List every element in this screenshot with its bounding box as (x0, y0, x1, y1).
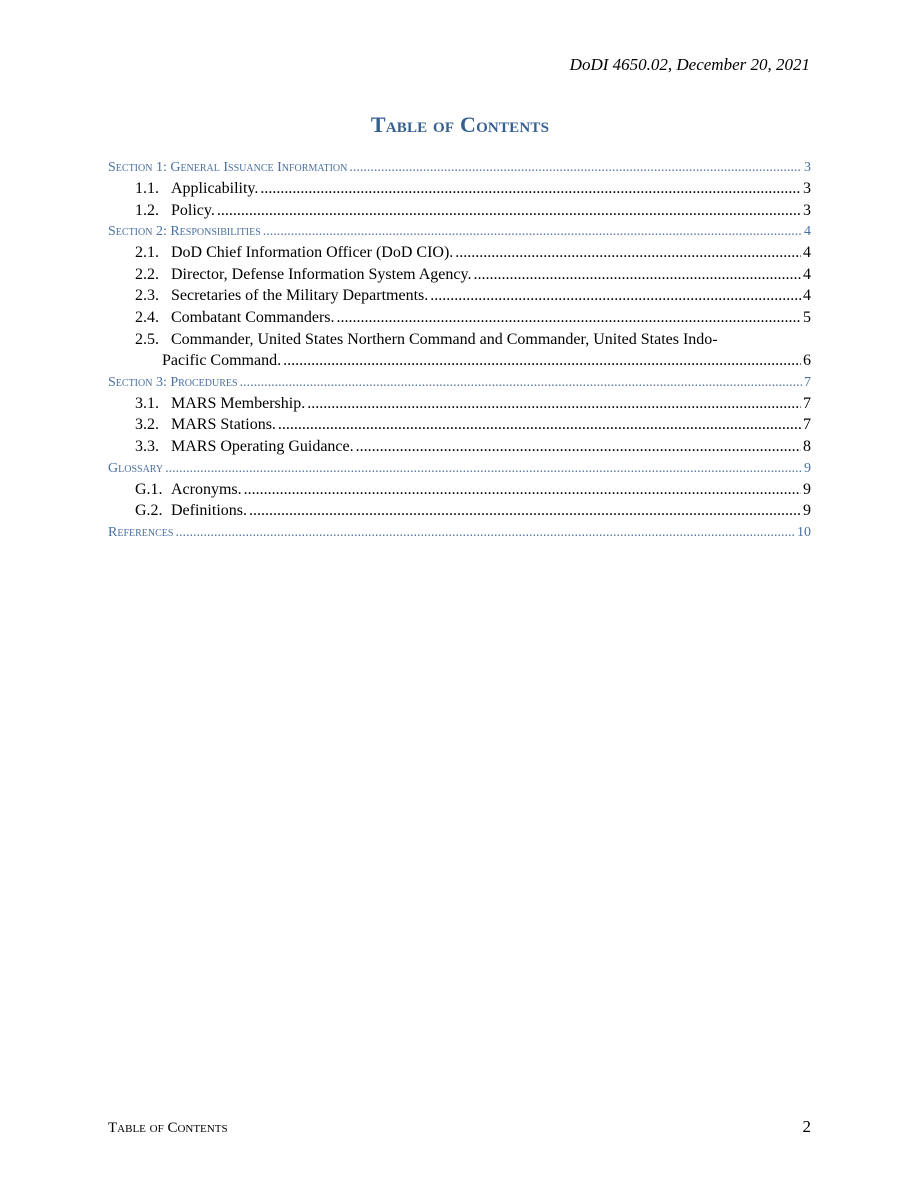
toc-page-number: 7 (804, 374, 811, 390)
toc-entry-3-3[interactable] (108, 436, 811, 458)
toc-entry-label (135, 307, 335, 329)
toc-entry-text: MARS Operating Guidance. (171, 437, 354, 455)
toc-entry-number: 3.3. (135, 437, 159, 455)
table-of-contents (108, 157, 811, 543)
dot-leader (249, 500, 801, 522)
dot-leader (217, 200, 801, 222)
dot-leader (260, 178, 801, 200)
toc-entry-label (108, 329, 811, 351)
toc-section-glossary[interactable] (108, 458, 811, 479)
toc-entry-label (135, 200, 215, 222)
dot-leader (278, 414, 801, 436)
toc-entry-number: 2.4. (135, 308, 159, 326)
dot-leader (283, 350, 801, 372)
toc-page-number: 3 (803, 180, 811, 197)
toc-entry-label (135, 436, 354, 458)
toc-page-number: 9 (803, 480, 811, 498)
dot-leader (175, 522, 795, 543)
toc-entry-label (135, 414, 276, 436)
toc-entry-number: 3.1. (135, 394, 159, 412)
toc-entry-label (135, 393, 305, 415)
toc-title: Table of Contents (370, 112, 550, 137)
toc-page-number: 4 (803, 244, 811, 262)
dot-leader (430, 285, 801, 307)
toc-entry-3-1[interactable] (108, 393, 811, 415)
toc-page-number: 9 (804, 460, 811, 476)
toc-section-label: References (108, 524, 174, 540)
toc-entry-number: 2.3. (135, 287, 159, 305)
toc-page-number: 7 (803, 416, 811, 434)
toc-entry-g-2[interactable] (108, 500, 811, 522)
toc-page-number: 8 (803, 437, 811, 455)
dot-leader (455, 242, 801, 264)
toc-entry-1-2[interactable] (108, 200, 811, 222)
dot-leader (356, 436, 801, 458)
toc-page-number: 7 (803, 394, 811, 412)
toc-page-number: 3 (803, 201, 811, 219)
toc-entry-text-continued: Pacific Command. (162, 352, 282, 370)
dot-leader (307, 393, 801, 415)
toc-entry-text: Policy. (171, 201, 215, 219)
toc-section-1[interactable] (108, 157, 811, 178)
toc-entry-2-1[interactable] (108, 242, 811, 264)
toc-entry-number: 2.5. (135, 330, 159, 348)
footer-page-number: 2 (802, 1117, 811, 1136)
toc-section-label: Section 3: Procedures (108, 374, 238, 390)
toc-entry-number: 2.2. (135, 265, 159, 283)
toc-section-2[interactable] (108, 221, 811, 242)
toc-entry-text: Definitions. (171, 502, 247, 520)
toc-entry-number: G.2. (135, 502, 163, 520)
toc-page-number: 10 (797, 524, 811, 540)
toc-entry-2-5[interactable] (108, 329, 811, 372)
toc-page-number: 4 (804, 224, 811, 240)
toc-section-references[interactable] (108, 522, 811, 543)
toc-entry-label (135, 178, 258, 200)
page-header: DoDI 4650.02, December 20, 2021 (569, 55, 810, 74)
toc-entry-number: G.1. (135, 480, 163, 498)
toc-entry-label (135, 500, 247, 522)
dot-leader (165, 458, 802, 479)
toc-entry-text: Secretaries of the Military Departments. (171, 287, 429, 305)
footer-section-label: Table of Contents (108, 1120, 228, 1136)
dot-leader (349, 157, 802, 178)
toc-entry-number: 1.2. (135, 201, 159, 219)
toc-entry-number: 3.2. (135, 416, 159, 434)
page-footer (108, 1117, 811, 1138)
toc-entry-1-1[interactable] (108, 178, 811, 200)
toc-entry-2-2[interactable] (108, 264, 811, 286)
toc-entry-continuation (108, 350, 811, 372)
toc-entry-label (135, 242, 453, 264)
toc-entry-text: MARS Membership. (171, 394, 306, 412)
toc-section-label: Glossary (108, 460, 164, 476)
toc-section-3[interactable] (108, 372, 811, 393)
toc-entry-text: Applicability. (171, 180, 259, 197)
toc-entry-text: Combatant Commanders. (171, 308, 335, 326)
dot-leader (337, 307, 801, 329)
toc-entry-label (135, 264, 471, 286)
toc-page-number: 6 (803, 352, 811, 370)
toc-entry-2-4[interactable] (108, 307, 811, 329)
toc-entry-number: 2.1. (135, 244, 159, 262)
toc-page-number: 4 (803, 265, 811, 283)
toc-entry-text: DoD Chief Information Officer (DoD CIO). (171, 244, 454, 262)
toc-entry-g-1[interactable] (108, 479, 811, 501)
toc-entry-text: Commander, United States Northern Command and Commander, United States Indo- (171, 330, 718, 348)
dot-leader (244, 479, 801, 501)
toc-entry-text: Acronyms. (171, 480, 242, 498)
toc-page-number: 5 (803, 308, 811, 326)
toc-section-label: Section 1: General Issuance Information (108, 160, 348, 175)
toc-entry-2-3[interactable] (108, 285, 811, 307)
toc-section-label: Section 2: Responsibilities (108, 224, 261, 240)
toc-entry-label (135, 479, 242, 501)
toc-entry-label (135, 285, 428, 307)
toc-entry-3-2[interactable] (108, 414, 811, 436)
toc-page-number: 4 (803, 287, 811, 305)
toc-entry-number: 1.1. (135, 180, 159, 197)
toc-page-number: 9 (803, 502, 811, 520)
dot-leader (473, 264, 801, 286)
dot-leader (240, 372, 802, 393)
dot-leader (263, 221, 802, 242)
toc-entry-text: MARS Stations. (171, 416, 276, 434)
toc-entry-text: Director, Defense Information System Agency. (171, 265, 472, 283)
toc-page-number: 3 (804, 160, 811, 175)
